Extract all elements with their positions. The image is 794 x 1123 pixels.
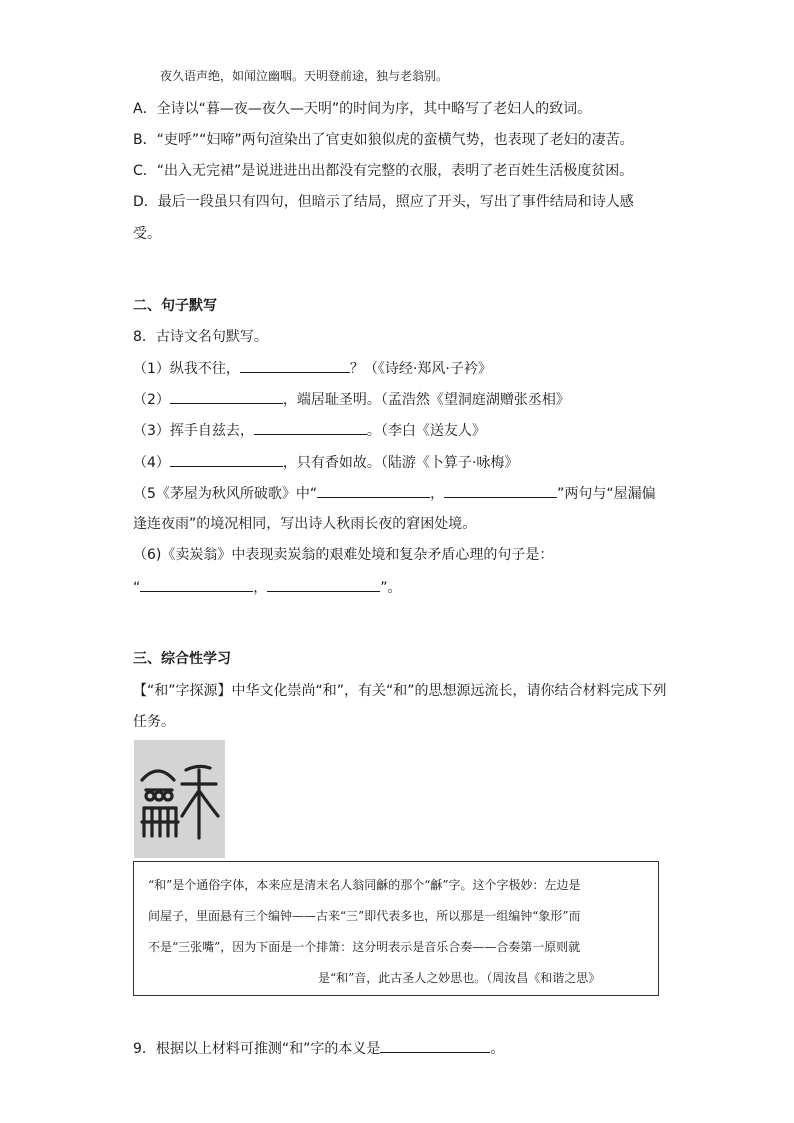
blank-6b[interactable] — [267, 577, 380, 592]
section3-title: 三、综合性学习 — [133, 651, 231, 667]
item-6-close: ”。 — [380, 580, 402, 596]
item-5-line2: 逢连夜雨”的境况相同，写出诗人秋雨长夜的窘困处境。 — [133, 516, 477, 532]
item-5-mid: ， — [430, 486, 445, 502]
item-5-pre: （5《茅屋为秋风所破歌》中“ — [133, 486, 318, 502]
blank-5b[interactable] — [444, 483, 557, 498]
seal-script-image — [134, 740, 225, 858]
item-3-post: 。（李白《送友人》 — [366, 423, 486, 439]
blank-2[interactable] — [170, 389, 283, 404]
item-4 — [133, 452, 518, 473]
intro-line1: 【“和”字探源】中华文化崇尚“和”，有关“和”的思想源远流长，请你结合材料完成下列 — [133, 683, 667, 699]
item-3 — [133, 420, 486, 441]
question-8: 8．古诗文名句默写。 — [133, 329, 268, 345]
item-6-line1: （6)《卖炭翁》中表现卖炭翁的艰难处境和复杂矛盾心理的句子是： — [133, 547, 554, 563]
intro-line2: 任务。 — [133, 714, 175, 730]
section2-title: 二、句子默写 — [133, 298, 217, 314]
blank-9[interactable] — [380, 1038, 490, 1053]
q9-post: 。 — [490, 1041, 505, 1057]
item-1-pre: （1）纵我不往， — [133, 361, 240, 377]
poem-last-line: 夜久语声绝，如闻泣幽咽。天明登前途，独与老翁别。 — [160, 69, 449, 83]
item-4-pre: （4） — [133, 455, 170, 471]
option-d-line1: D．最后一段虽只有四句，但暗示了结局，照应了开头，写出了事件结局和诗人感 — [133, 194, 634, 210]
item-3-pre: （3）挥手自兹去， — [133, 423, 254, 439]
item-2 — [133, 389, 570, 410]
option-c: C．“出入无完裙”是说进进出出都没有完整的衣服，表明了老百姓生活极度贫困。 — [133, 163, 634, 179]
item-2-post: ，端居耻圣明。（孟浩然《望洞庭湖赠张丞相》 — [282, 392, 570, 408]
blank-5a[interactable] — [317, 483, 430, 498]
item-5-post: ”两句与“屋漏偏 — [557, 486, 656, 502]
item-4-post: ，只有香如故。（陆游《卜算子·咏梅》 — [282, 455, 519, 471]
blank-3[interactable] — [254, 420, 367, 435]
quote-line3: 不是“三张嘴”，因为下面是一个排箫：这分明表示是音乐合奏——合奏第一原则就 — [148, 940, 581, 954]
item-2-pre: （2） — [133, 392, 170, 408]
blank-6a[interactable] — [140, 577, 253, 592]
item-6-open: “ — [133, 580, 141, 596]
item-1-post: ？（《诗经·郑风·子衿》 — [349, 361, 492, 377]
item-5-line1 — [133, 483, 656, 504]
seal-he-glyph — [134, 740, 225, 858]
quote-line1: “和”是个通俗字体，本来应是清末名人翁同龢的那个“龢”字。这个字极妙：左边是 — [148, 878, 581, 892]
quote-line2: 间屋子，里面悬有三个编钟——古来“三”即代表多也，所以那是一组编钟“象形”而 — [148, 909, 581, 923]
q9-pre: 9．根据以上材料可推测“和”字的本义是 — [133, 1041, 381, 1057]
quote-line4: 是“和”音，此古圣人之妙思也。（周汝昌《和谐之思》 — [318, 971, 601, 985]
item-6-mid: ， — [253, 580, 268, 596]
item-6-line2 — [133, 577, 402, 598]
quote-box — [133, 861, 659, 996]
blank-4[interactable] — [170, 452, 283, 467]
option-d-line2: 受。 — [133, 226, 161, 242]
option-b: B．“吏呼”“妇啼”两句渲染出了官吏如狼似虎的蛮横气势，也表现了老妇的凄苦。 — [133, 132, 634, 148]
question-9 — [133, 1038, 504, 1059]
option-a: A．全诗以“暮—夜—夜久—天明”的时间为序，其中略写了老妇人的致词。 — [133, 101, 592, 117]
item-1 — [133, 358, 492, 379]
blank-1[interactable] — [240, 358, 350, 373]
